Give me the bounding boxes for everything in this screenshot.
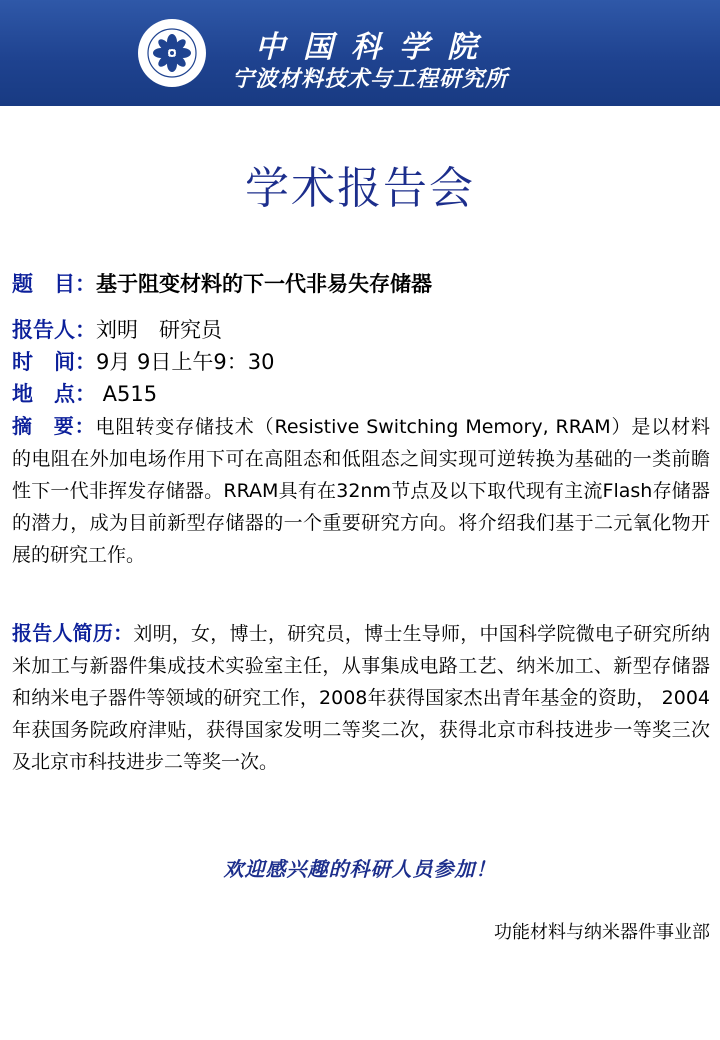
topic-value: 基于阻变材料的下一代非易失存储器 xyxy=(96,272,432,296)
place-line xyxy=(12,378,157,408)
department-name: 功能材料与纳米器件事业部 xyxy=(494,922,710,943)
cas-logo-icon xyxy=(137,18,207,88)
abstract-text: 电阻转变存储技术（Resistive Switching Memory, RRAM）是以材料的电阻在外加电场作用下可在高阻态和低阻态之间实现可逆转换为基础的一类前瞻性下一代非挥发存储器。RRAM具有在32nm节点及以下取代现有主流Flash存储器的潜力，成为目前新型存储器的一个重要研究方向。将介绍我们基于二元氧化物开展的研究工作。 xyxy=(12,416,711,566)
bio-paragraph xyxy=(12,617,710,778)
institute-subtitle: 宁波材料技术与工程研究所 xyxy=(232,66,509,92)
topic-line xyxy=(12,268,432,298)
bio-text: 刘明，女，博士，研究员，博士生导师，中国科学院微电子研究所纳米加工与新器件集成技术实验室主任，从事集成电路工艺、纳米加工、新型存储器和纳米电子器件等领域的研究工作，2008年获得国家杰出青年基金的资助， 2004年获国务院政府津贴，获得国家发明二等奖二次，获得北京市科技进步一等奖三次及北京市科技进步二等奖一次。 xyxy=(12,623,710,773)
place-label: 地 点： xyxy=(12,382,96,406)
speaker-value: 刘明 研究员 xyxy=(96,318,222,342)
abstract-paragraph xyxy=(12,410,710,571)
place-value: A515 xyxy=(96,382,158,406)
time-value: 9月 9日上午9：30 xyxy=(96,350,275,374)
bio-label: 报告人简历： xyxy=(12,621,134,645)
time-line xyxy=(12,346,274,376)
header-banner xyxy=(0,0,720,106)
event-title: 学术报告会 xyxy=(245,163,475,214)
speaker-label: 报告人： xyxy=(12,318,96,342)
topic-label: 题 目： xyxy=(12,272,96,296)
institution-name: 中国科学院 xyxy=(255,30,495,65)
abstract-label: 摘 要： xyxy=(12,414,96,438)
time-label: 时 间： xyxy=(12,350,96,374)
welcome-message: 欢迎感兴趣的科研人员参加！ xyxy=(223,857,497,881)
speaker-line xyxy=(12,314,222,344)
